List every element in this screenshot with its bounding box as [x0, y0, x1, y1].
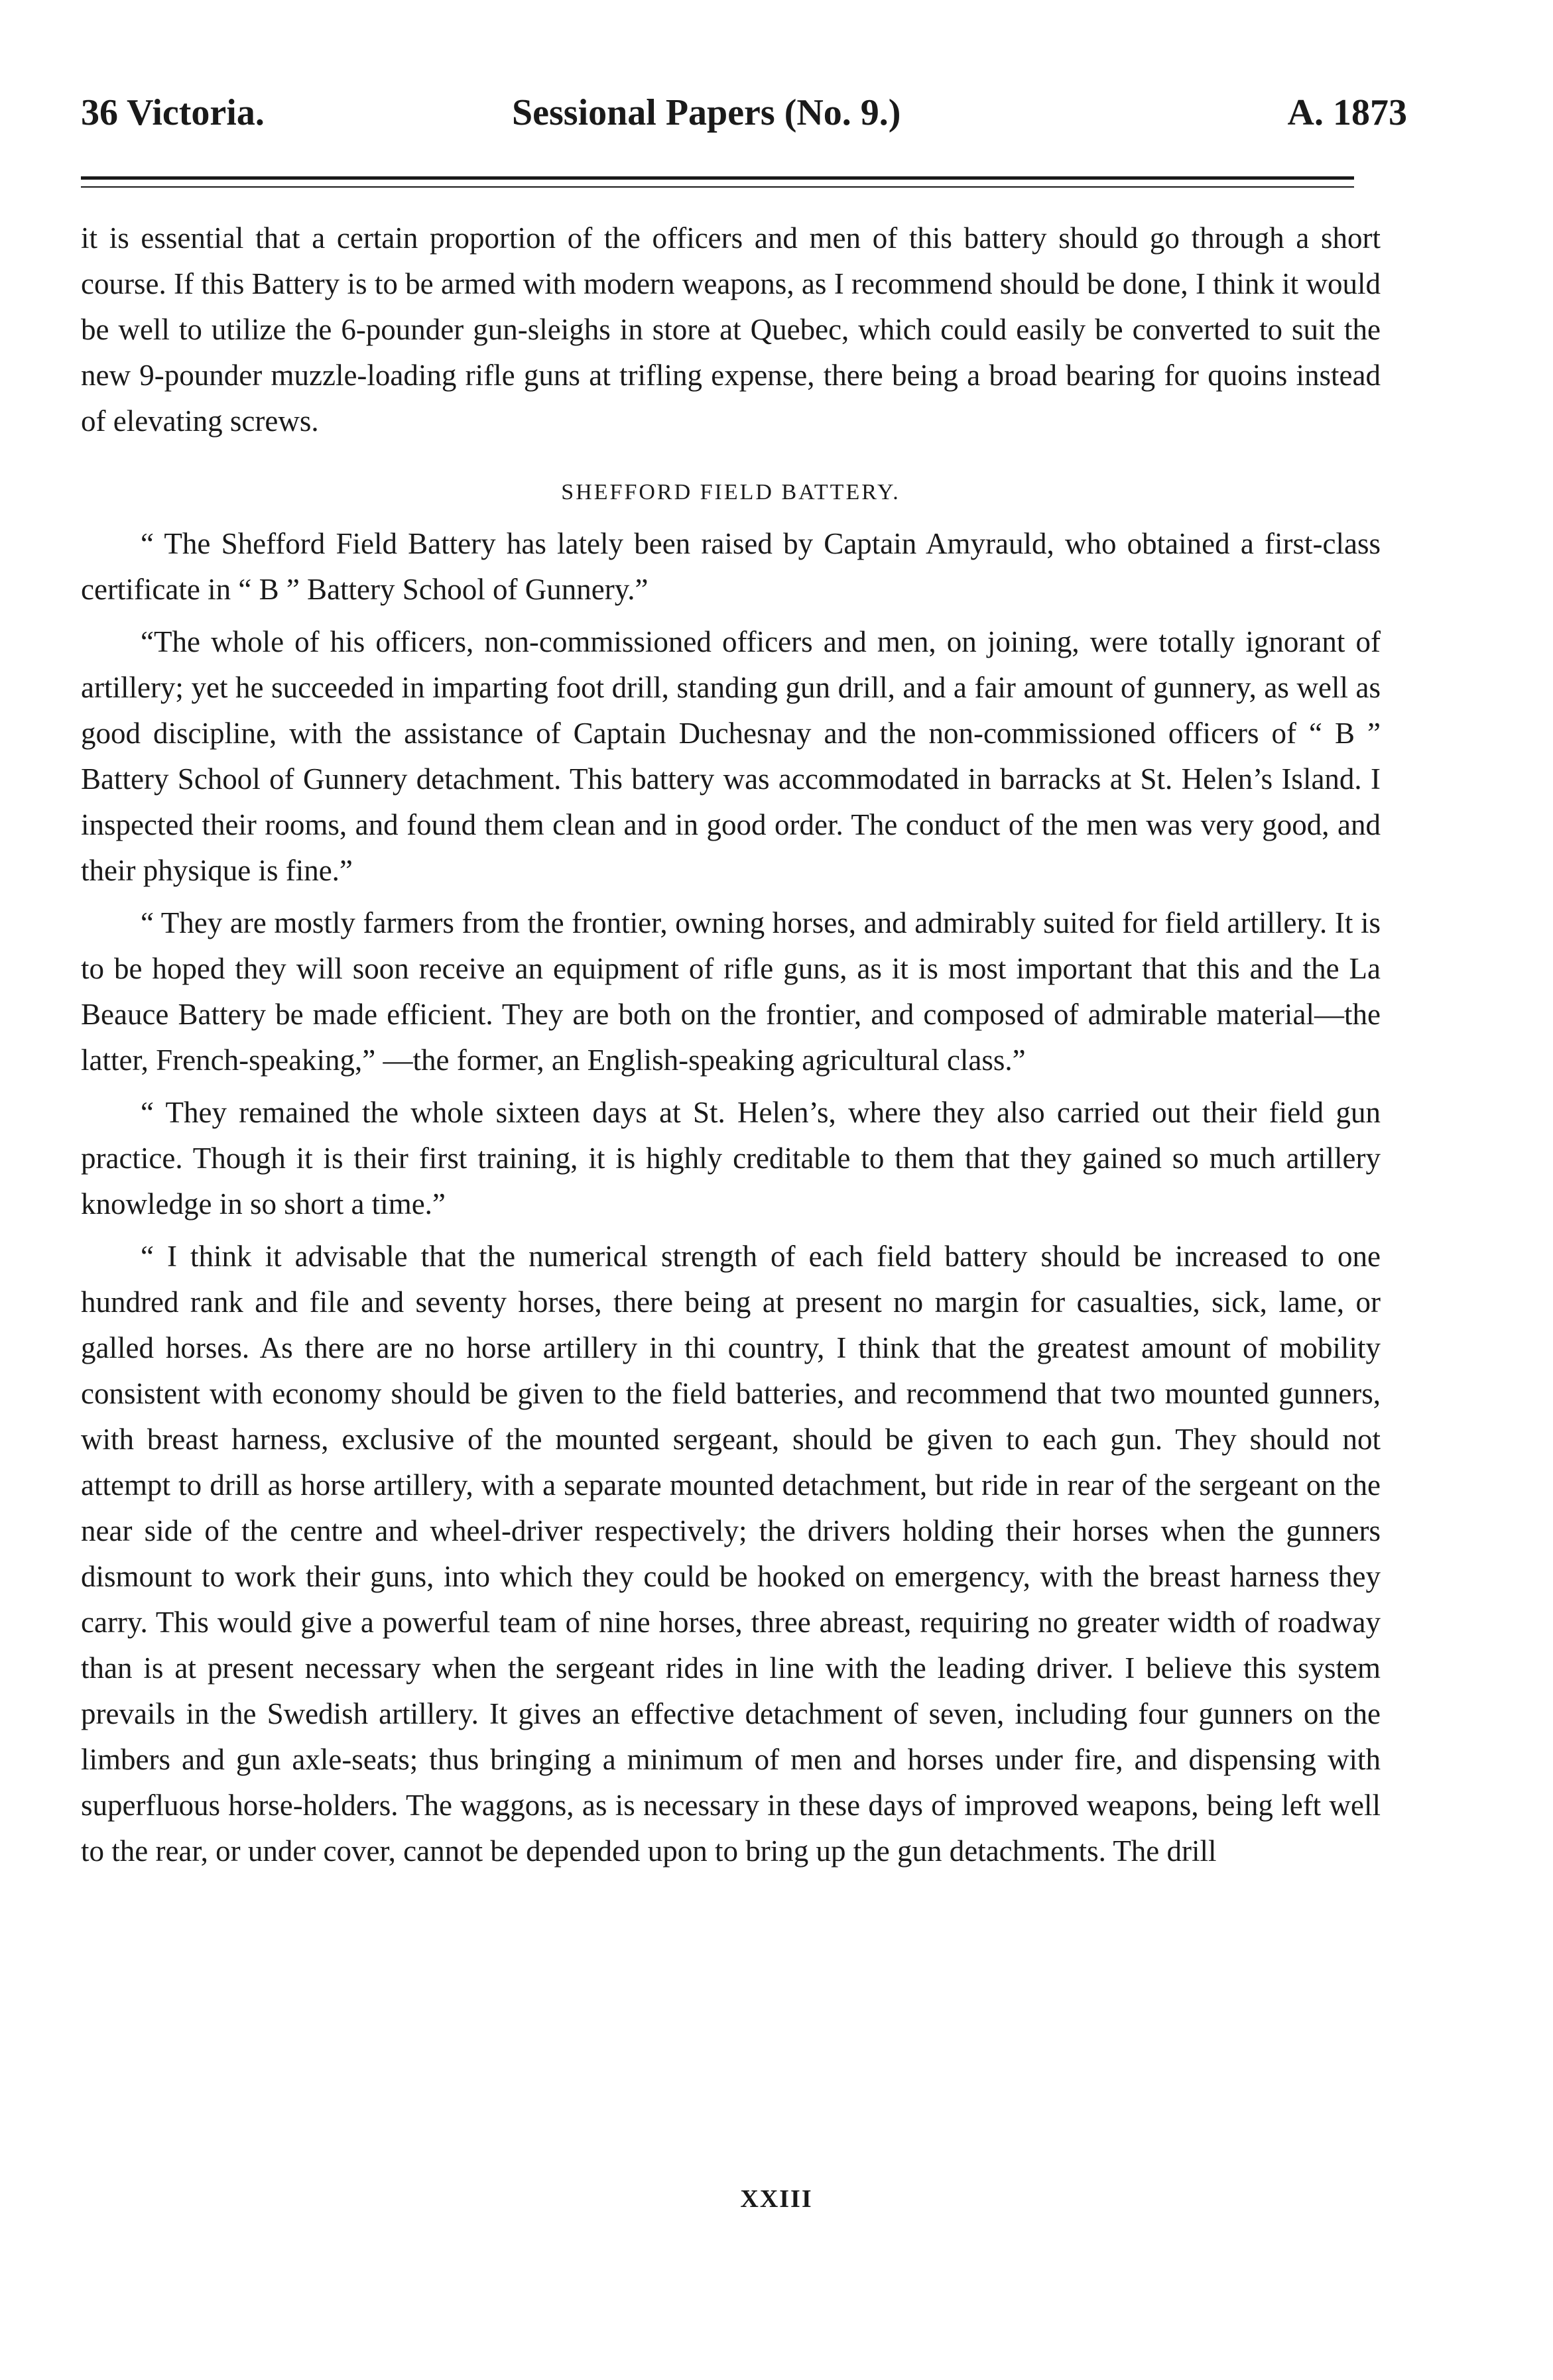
header-title: Sessional Papers (No. 9.) [512, 92, 901, 133]
paragraph: “ The Shefford Field Battery has lately been raised by Captain Amyrauld, who obtained a first-class certificate in “ B ” Battery School of Gunnery.” [81, 527, 1381, 606]
paragraph: it is essential that a certain proportion of the officers and men of this battery should go through a short course. If this Battery is to be armed with modern weapons, as I recommend should be done, I think it would be well to utilize the 6-pounder gun-sleighs in store at Quebec, which could easily be converted to suit the new 9-pounder muzzle-loading rifle guns at trifling expense, there being a broad bearing for quoins instead of elevating screws. [81, 221, 1381, 438]
header-rule-thick [81, 176, 1354, 180]
running-header [81, 86, 1407, 139]
header-year: A. 1873 [1287, 92, 1407, 133]
body-text [81, 215, 1381, 1874]
paragraph: “ I think it advisable that the numerical strength of each field battery should be increased to one hundred rank and file and seventy horses, there being at present no margin for casualties, sick, lame, or galled horses. As there are no horse artillery in thi country, I think that the greatest amount of mobility consistent with economy should be given to the field batteries, and recommend that two mounted gunners, with breast harness, exclusive of the mounted sergeant, should be given to each gun. They should not attempt to drill as horse artillery, with a separate mounted detachment, but ride in rear of the sergeant on the near side of the centre and wheel-driver respectively; the drivers holding their horses when the gunners dismount to work their guns, into which they could be hooked on emergency, with the breast harness they carry. This would give a powerful team of nine horses, three abreast, requiring no greater width of roadway than is at present necessary when the sergeant rides in line with the leading driver. I believe this system prevails in the Swedish artillery. It gives an effective detachment of seven, including four gunners on the limbers and gun axle-seats; thus bringing a minimum of men and horses under fire, and dispensing with superfluous horse-holders. The waggons, as is necessary in these days of improved weapons, being left well to the rear, or under cover, cannot be depended upon to bring up the gun detachments. The drill [81, 1240, 1381, 1868]
page-number: XXIII [740, 2185, 813, 2213]
paragraph: “The whole of his officers, non-commissioned officers and men, on joining, were totally ignorant of artillery; yet he succeeded in imparting foot drill, standing gun drill, and a fair amount of gunnery, as well as good discipline, with the assistance of Captain Duchesnay and the non-commissioned officers of “ B ” Battery School of Gunnery detachment. This battery was accommodated in barracks at St. Helen’s Island. I inspected their rooms, and found them clean and in good order. The conduct of the men was very good, and their physique is fine.” [81, 625, 1381, 887]
header-volume: 36 Victoria. [81, 92, 265, 133]
section-heading: SHEFFORD FIELD BATTERY. [561, 480, 901, 505]
paragraph: “ They are mostly farmers from the frontier, owning horses, and admirably suited for field artillery. It is to be hoped they will soon receive an equipment of rifle guns, as it is most important that this and the La Beauce Battery be made efficient. They are both on the frontier, and composed of admirable material—the latter, French-speaking,” —the former, an English-speaking agricultural class.” [81, 906, 1381, 1077]
paragraph: “ They remained the whole sixteen days at St. Helen’s, where they also carried out their field gun practice. Though it is their first training, it is highly creditable to them that they gained so much artillery knowledge in so short a time.” [81, 1096, 1381, 1220]
header-rule-thin [81, 186, 1354, 188]
